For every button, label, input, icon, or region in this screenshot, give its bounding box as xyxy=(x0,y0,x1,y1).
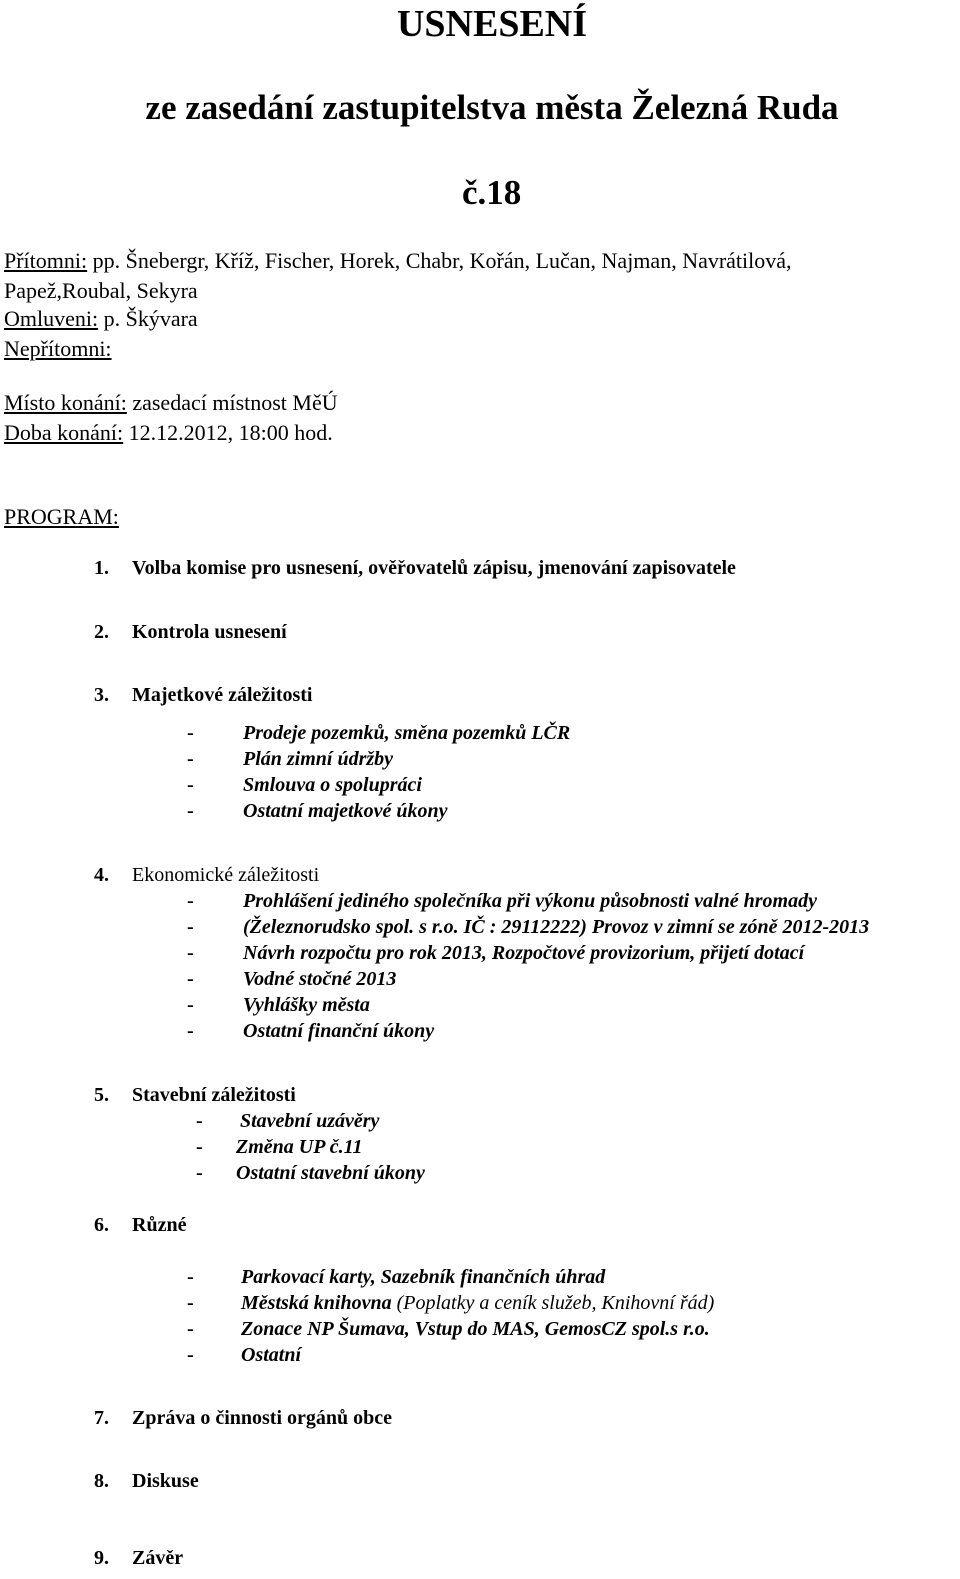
time-value: 12.12.2012, 18:00 hod. xyxy=(128,420,333,445)
item-number: 6. xyxy=(94,1214,109,1236)
item-label: Závěr xyxy=(132,1547,184,1569)
program-item-9 xyxy=(94,1545,183,1571)
present-label: Přítomni: xyxy=(4,248,88,273)
document-number: č.18 xyxy=(462,173,522,212)
absent-label: Nepřítomni: xyxy=(4,336,112,361)
item-label: Volba komise pro usnesení, ověřovatelů zápisu, jmenování zapisovatele xyxy=(132,557,736,579)
place-label: Místo konání: xyxy=(4,390,127,415)
item-number: 9. xyxy=(94,1547,109,1569)
present-line xyxy=(4,246,792,276)
program-item-4 xyxy=(94,862,319,888)
time-line xyxy=(4,418,333,448)
place-value: zasedací místnost MěÚ xyxy=(132,390,338,415)
absent-line xyxy=(4,334,112,364)
program-heading: PROGRAM: xyxy=(4,504,119,529)
excused-line xyxy=(4,304,198,334)
program-item-2 xyxy=(94,619,287,645)
present-value: pp. Šnebergr, Kříž, Fischer, Horek, Chabr, Kořán, Lučan, Najman, Navrátilová, xyxy=(92,248,792,273)
item-label: Různé xyxy=(132,1214,187,1236)
excused-label: Omluveni: xyxy=(4,306,99,331)
item-number: 4. xyxy=(94,864,109,886)
item-label: Zpráva o činnosti orgánů obce xyxy=(132,1407,393,1429)
program-item-3 xyxy=(94,682,312,708)
program-item-1 xyxy=(94,555,736,581)
program-item-5 xyxy=(94,1082,296,1108)
item-label: Ekonomické záležitosti xyxy=(132,864,320,886)
program-item-8 xyxy=(94,1468,199,1494)
time-label: Doba konání: xyxy=(4,420,124,445)
program-item-6 xyxy=(94,1212,186,1238)
item-number: 2. xyxy=(94,621,109,643)
item-label: Majetkové záležitosti xyxy=(132,684,313,706)
item-number: 7. xyxy=(94,1407,109,1429)
item-number: 8. xyxy=(94,1470,109,1492)
program-item-7 xyxy=(94,1405,392,1431)
document-subtitle: ze zasedání zastupitelstva města Železná Ruda xyxy=(145,88,839,127)
item-label: Kontrola usnesení xyxy=(132,621,287,643)
item-label: Stavební záležitosti xyxy=(132,1084,296,1106)
present-line-2: Papež,Roubal, Sekyra xyxy=(4,278,198,303)
item-label: Diskuse xyxy=(132,1470,199,1492)
document-title: USNESENÍ xyxy=(396,3,588,45)
item-number: 5. xyxy=(94,1084,109,1106)
item-number: 1. xyxy=(94,557,109,579)
place-line xyxy=(4,388,338,418)
excused-value: p. Škývara xyxy=(103,306,198,331)
item-number: 3. xyxy=(94,684,109,706)
